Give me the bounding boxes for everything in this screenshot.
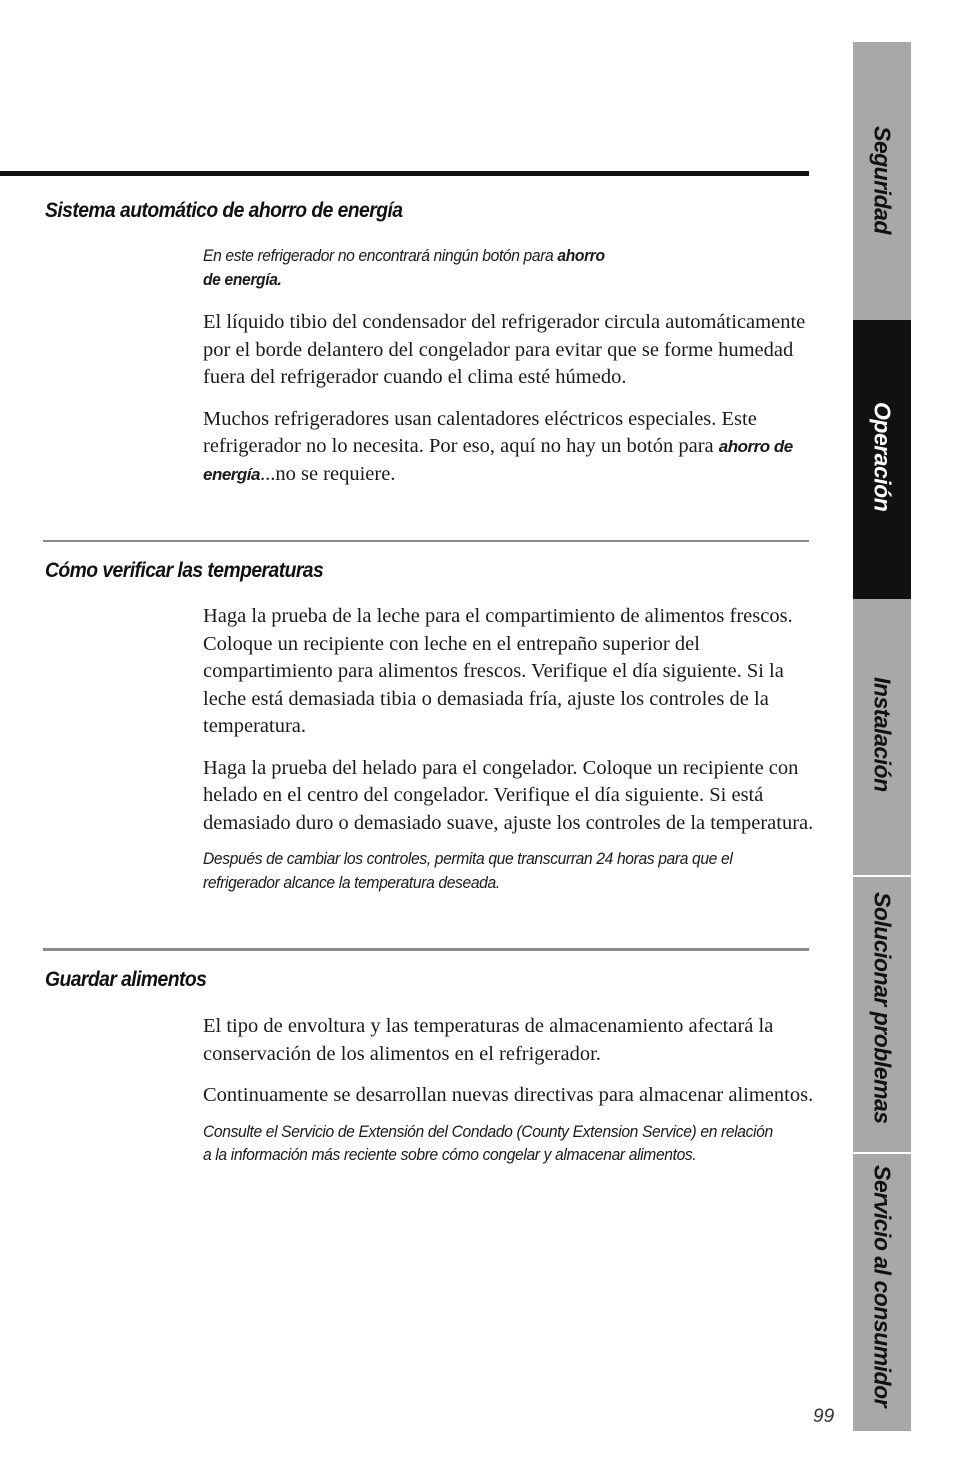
paragraph: El tipo de envoltura y las temperaturas de almacenamiento afectará la conservación de los alimentos en el refrigerador. (203, 1015, 774, 1065)
section-heading-energy-saving: Sistema automático de ahorro de energía (45, 199, 403, 222)
tab-separator (853, 875, 911, 877)
tab-label: Seguridad (869, 126, 896, 234)
note: Consulte el Servicio de Extensión del Condado (County Extension Service) en relación a la información más reciente sobre cómo congelar y almacenar alimentos. (203, 1121, 773, 1164)
tab-label: Instalación (869, 677, 896, 792)
section-divider (43, 948, 809, 951)
tab-label: Solucionar problemas (869, 892, 896, 1124)
section-body-energy-saving (203, 244, 815, 502)
section-heading-store-food: Guardar alimentos (45, 968, 207, 991)
intro-note-bold-2: de energía. (203, 269, 282, 289)
tab-instalacion[interactable] (853, 599, 911, 876)
tab-separator (853, 1152, 911, 1154)
tab-operacion[interactable] (853, 320, 911, 599)
paragraph-text-end: ...no se requiere. (259, 462, 396, 485)
section-heading-check-temperatures: Cómo verificar las temperaturas (45, 559, 324, 582)
section-body-check-temperatures (203, 603, 815, 894)
paragraph-text: Muchos refrigeradores usan calentadores eléctricos especiales. Este refrigerador no lo necesita. Por eso, aquí no hay un botón para (203, 407, 757, 457)
intro-note (203, 244, 810, 291)
paragraph: El líquido tibio del condensador del refrigerador circula automáticamente por el borde delantero del congelador para evitar que se forme humedad fuera del refrigerador cuando el clima esté húmedo. (203, 311, 806, 388)
tab-label: Operación (869, 402, 896, 512)
page-number: 99 (813, 1406, 835, 1427)
side-tab-strip (853, 42, 911, 1431)
paragraph: Haga la prueba de la leche para el compartimiento de alimentos frescos. Coloque un recipiente con leche en el entrepaño superior del compartimiento para alimentos frescos. Verifique el día siguiente. Si la leche está demasiada tibia o demasiada fría, ajuste los controles de la temperatura. (203, 605, 793, 737)
tab-solucionar-problemas[interactable] (853, 876, 911, 1153)
tab-seguridad[interactable] (853, 42, 911, 320)
intro-note-text: En este refrigerador no encontrará ningún botón para (203, 246, 558, 265)
intro-note-bold: ahorro (557, 246, 605, 265)
paragraph (203, 406, 815, 489)
top-rule (0, 171, 809, 176)
section-divider (43, 540, 809, 542)
inline-bold-text: ahorro de energía (203, 437, 793, 484)
section-body-store-food (203, 1013, 815, 1167)
paragraph: Continuamente se desarrollan nuevas directivas para almacenar alimentos. (203, 1084, 814, 1106)
tab-servicio-al-consumidor[interactable] (853, 1153, 911, 1431)
tab-label: Servicio al consumidor (869, 1165, 896, 1408)
note: Después de cambiar los controles, permita que transcurran 24 horas para que el refrigerador alcance la temperatura deseada. (203, 849, 733, 892)
paragraph: Haga la prueba del helado para el congelador. Coloque un recipiente con helado en el centro del congelador. Verifique el día siguiente. Si está demasiado duro o demasiado suave, ajuste los controles de la temperatura. (203, 756, 814, 834)
